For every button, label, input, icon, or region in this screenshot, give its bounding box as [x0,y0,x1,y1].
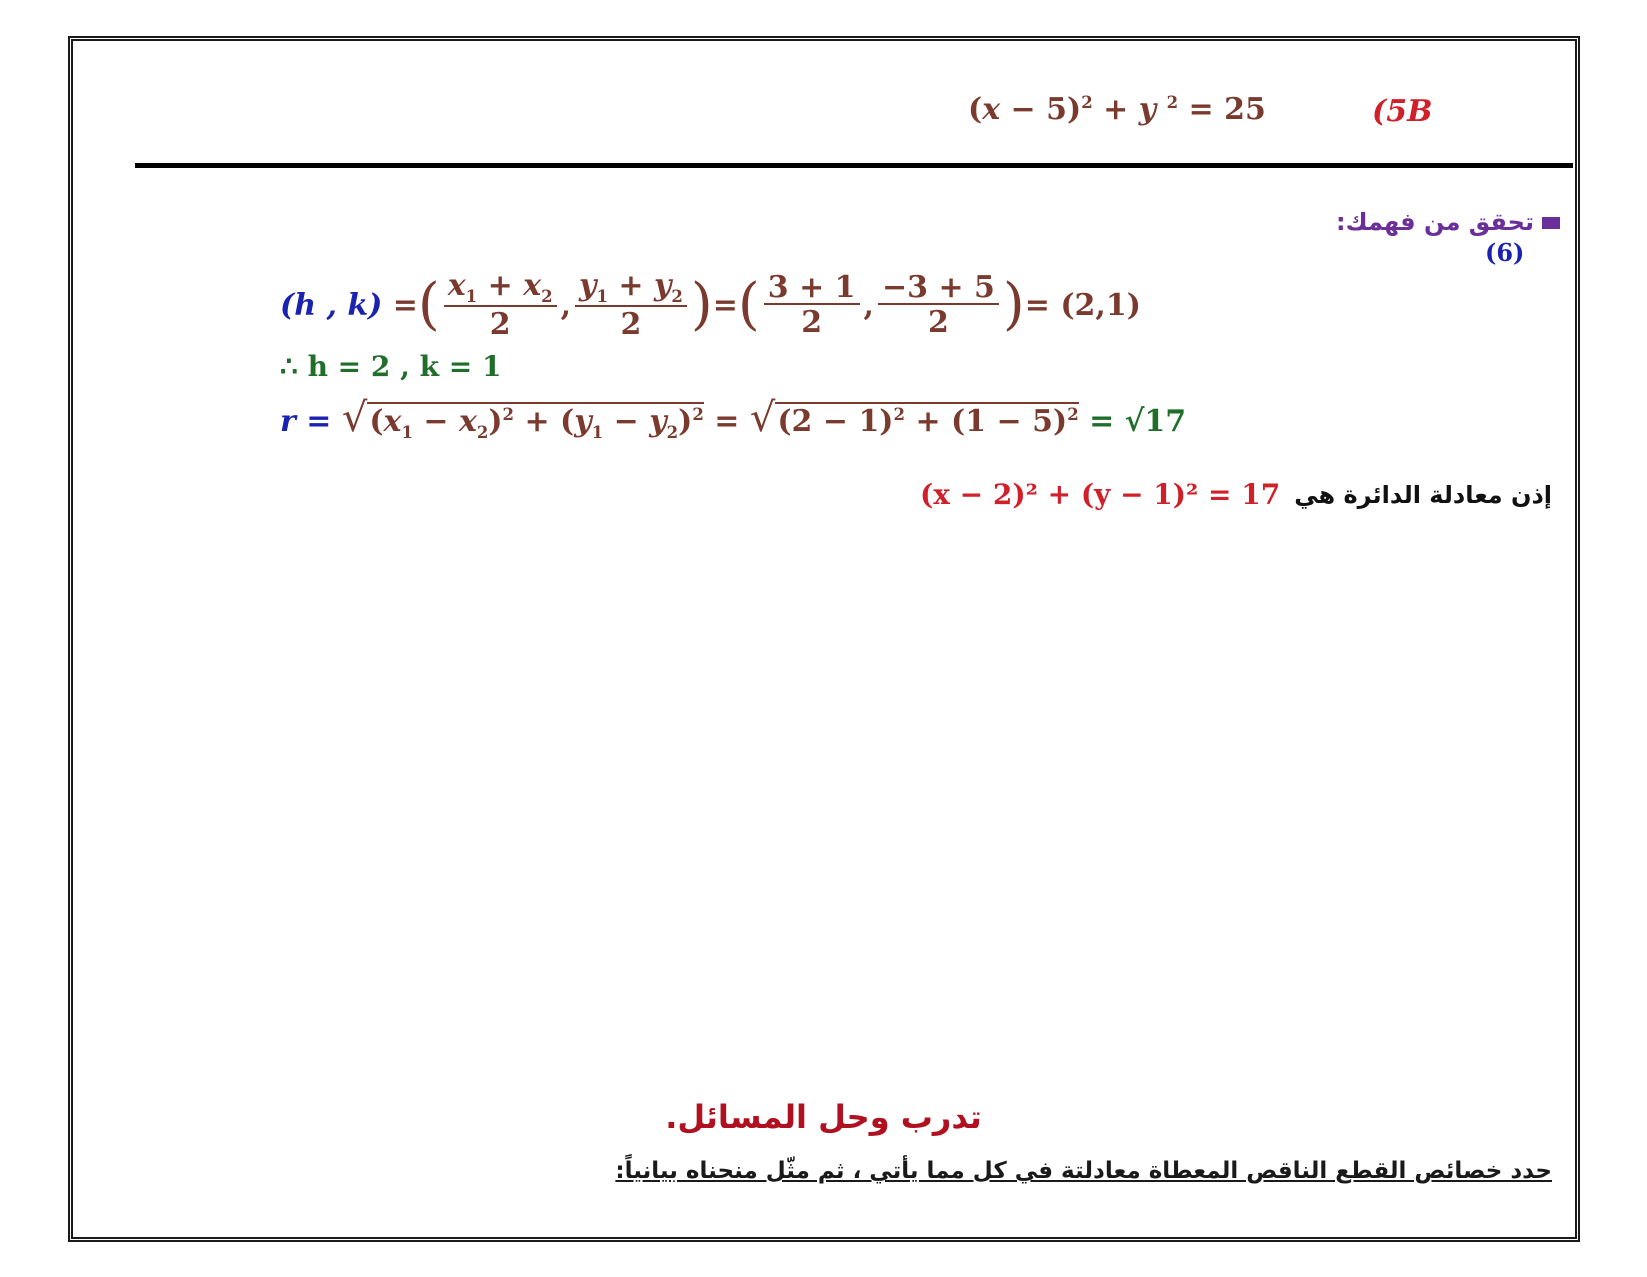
r-label: r = [280,404,332,439]
midpoint-result: = (2,1) [1024,287,1141,323]
bullet-icon [1542,217,1560,229]
midpoint-lhs: (h , k) [280,287,383,323]
midpoint-line: (h , k) = ( $\frac{x_1 + x_2}{2}$ , $\frac{y_1 + y_2}{2}$ ) = ( $\frac{3 + 1}{2}$ , $\frac{-3 + 5}{2}$ ) = (2,1) [280,268,1141,343]
r-result: = √17 [1089,404,1187,439]
check-title-text: تحقق من فهمك: [1336,208,1534,236]
conclusion-text: إذن معادلة الدائرة هي [1294,480,1552,509]
practice-heading: تدرب وحل المسائل. [665,1098,982,1136]
conclusion-line [920,478,1552,511]
exercise-number: (6) [1485,238,1525,267]
radius-line: $r = √(x_1 - x_2)^2 + (y_1 - y_2)^2 = √(2 - 1)^2 + (1 - 5)^2 = √17$ [280,395,1187,442]
problem-label: (5B [1372,94,1433,129]
section-divider [135,163,1573,168]
check-title [1336,208,1560,236]
top-equation: $(x - 5)^2 + y$ $^2$ = 25 [968,92,1266,127]
hk-values: ∴ h = 2 , k = 1 [280,350,502,383]
circle-equation: (x − 2)² + (y − 1)² = 17 [919,478,1281,511]
practice-instruction: حدد خصائص القطع الناقص المعطاة معادلتة في كل مما يأتي ، ثم مثّل منحناه بيانياً: [615,1158,1552,1184]
